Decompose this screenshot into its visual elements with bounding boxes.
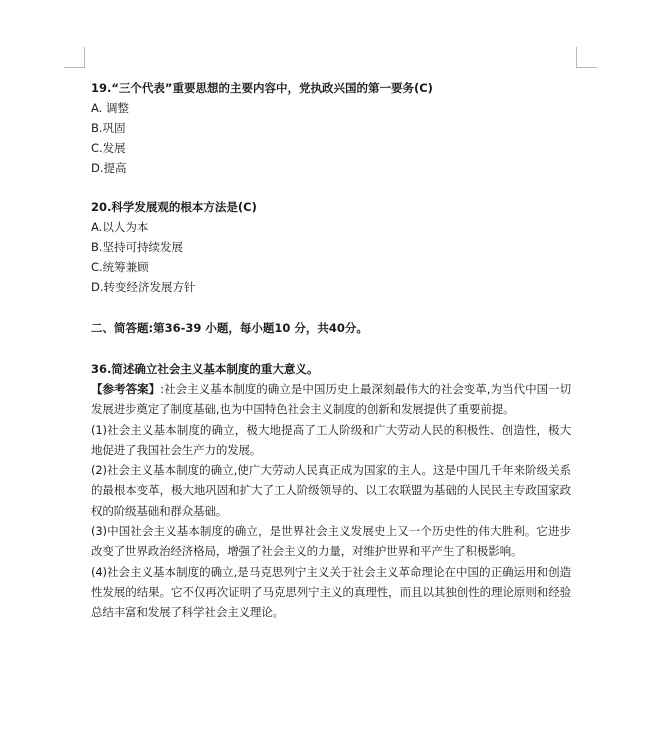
question-19-title: 19.“三个代表”重要思想的主要内容中，党执政兴国的第一要务(C) (91, 81, 433, 95)
answer-intro-text: :社会主义基本制度的确立是中国历史上最深刻最伟大的社会变革,为当代中国一切发展进步奠定了制度基础,也为中国特色社会主义制度的创新和发展提供了重要前提。 (91, 382, 571, 417)
document-content (91, 79, 571, 623)
answer-label: 【参考答案】 (91, 382, 161, 396)
answer-point-2: (2)社会主义基本制度的确立,使广大劳动人民真正成为国家的主人。这是中国几千年来阶级关系的最根本变革，极大地巩固和扩大了工人阶级领导的、以工农联盟为基础的人民民主专政国家政权的阶级基础和群众基础。 (91, 463, 571, 518)
question-19-option-c: C.发展 (91, 141, 126, 155)
question-20-option-b: B.坚持可持续发展 (91, 240, 184, 254)
page-corner-mark-top-left (64, 47, 85, 68)
answer-point-4: (4)社会主义基本制度的确立,是马克思列宁主义关于社会主义革命理论在中国的正确运用和创造性发展的结果。它不仅再次证明了马克思列宁主义的真理性，而且以其独创性的理论原则和经验总结丰富和发展了科学社会主义理论。 (91, 564, 571, 620)
question-36-title: 36.简述确立社会主义基本制度的重大意义。 (91, 362, 319, 376)
answer-point-1: (1)社会主义基本制度的确立，极大地提高了工人阶级和广大劳动人民的积极性、创造性，极大地促进了我国社会生产力的发展。 (91, 422, 571, 457)
spacer (91, 178, 571, 198)
answer-point-3: (3)中国社会主义基本制度的确立，是世界社会主义发展史上又一个历史性的伟大胜利。它进步改变了世界政治经济格局，增强了社会主义的力量，对维护世界和平产生了积极影响。 (91, 524, 571, 559)
answer-intro-paragraph (91, 379, 571, 420)
question-19-option-b: B.巩固 (91, 121, 126, 135)
question-20-option-d: D.转变经济发展方针 (91, 280, 196, 294)
question-20-option-c: C.统筹兼顾 (91, 260, 149, 274)
spacer (91, 297, 571, 319)
question-20-title: 20.科学发展观的根本方法是(C) (91, 200, 257, 214)
section-heading: 二、简答题:第36-39 小题，每小题10 分，共40分。 (91, 321, 368, 335)
page-corner-mark-top-right (576, 47, 597, 68)
question-19-option-d: D.提高 (91, 161, 127, 175)
spacer (91, 338, 571, 360)
question-19-option-a: A. 调整 (91, 101, 129, 115)
question-20-option-a: A.以人为本 (91, 220, 149, 234)
